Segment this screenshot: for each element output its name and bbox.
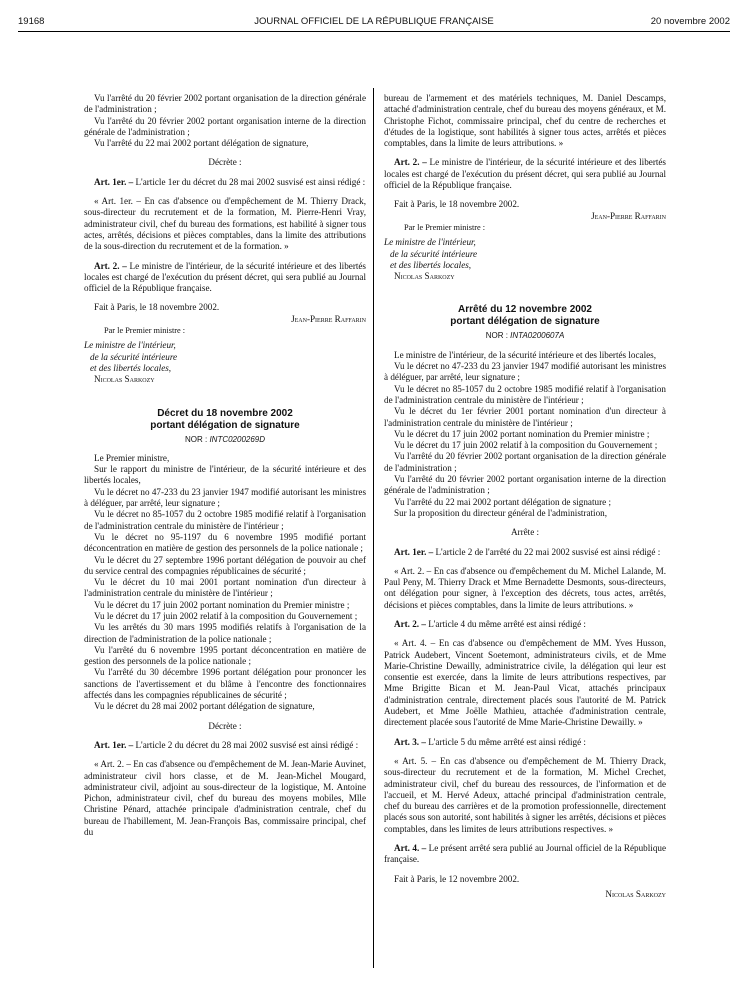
vu-paragraph: Vu l'arrêté du 6 novembre 1995 portant déconcentration en matière de gestion des personnels de la police nationale ; [84, 644, 366, 667]
vu-paragraph: Vu les arrêtés du 30 mars 1995 modifiés relatifs à l'organisation de la direction de l'administration de la police nationale ; [84, 622, 366, 644]
nor-reference: NOR : INTC0200269D [184, 434, 266, 444]
article-quote: « Art. 1er. – En cas d'absence ou d'empêchement de M. Thierry Drack, sous-directeur du recrutement et de la formation, M. Pierre-Henri Vray, administrateur civil, chef du bureau des formations, est habilité à signer tous actes, arrêtés, décisions et pièces comptables, dans la limite des attributions de la sous-direction du recrutement et de la formation. » [84, 196, 366, 252]
vu-paragraph: Vu le décret du 10 mai 2001 portant nomination d'un directeur à l'administration centrale du ministère de l'intérieur ; [84, 577, 366, 599]
vu-paragraph: Vu le décret no 85-1057 du 2 octobre 1985 modifié relatif à l'organisation de l'administration centrale du ministère de l'intérieur ; [84, 509, 366, 531]
decrete-heading: Décrète : [208, 157, 242, 168]
article-paragraph: Art. 2. – Le ministre de l'intérieur, de la sécurité intérieure et des libertés locales est chargé de l'exécution du présent décret, qui sera publié au Journal officiel de la République française. [84, 260, 366, 294]
article-paragraph: Art. 1er. – L'article 2 du décret du 28 mai 2002 susvisé est ainsi rédigé : [94, 739, 359, 750]
arrete-title: portant délégation de signature [450, 316, 600, 328]
journal-title: JOURNAL OFFICIEL DE LA RÉPUBLIQUE FRANÇAISE [254, 16, 494, 27]
article-label: Art. 2. – [394, 157, 427, 168]
vu-paragraph: Sur la proposition du directeur général de l'administration, [394, 507, 607, 518]
right-column [384, 93, 666, 900]
minister-title-line: et des libertés locales, [90, 362, 172, 373]
preamble-line: Sur le rapport du ministre de l'intérieur, de la sécurité intérieure et des libertés locales, [84, 464, 366, 486]
par-line: Par le Premier ministre : [404, 222, 486, 232]
decree-title: portant délégation de signature [150, 419, 300, 431]
article-paragraph: Art. 1er. – L'article 2 de l'arrêté du 22 mai 2002 susvisé est ainsi rédigé : [394, 546, 661, 557]
article-paragraph: Art. 3. – L'article 5 du même arrêté est ainsi rédigé : [394, 736, 586, 747]
vu-paragraph: Vu l'arrêté du 20 février 2002 portant organisation de la direction générale de l'administration ; [84, 93, 366, 115]
vu-paragraph: Vu le décret du 17 juin 2002 relatif à la composition du Gouvernement ; [394, 440, 658, 451]
vu-paragraph: Vu l'arrêté du 22 mai 2002 portant délégation de signature ; [394, 496, 611, 507]
article-label: Art. 2. – [94, 260, 127, 271]
minister-title-line: Le ministre de l'intérieur, [384, 237, 476, 248]
arrete-title: Arrêté du 12 novembre 2002 [458, 304, 592, 316]
vu-paragraph: Vu l'arrêté du 20 février 2002 portant organisation interne de la direction générale de l'administration ; [384, 474, 666, 496]
page-number: 19168 [18, 16, 45, 27]
article-label: Art. 3. – [394, 736, 426, 747]
preamble-line: Le ministre de l'intérieur, de la sécurité intérieure et des libertés locales, [394, 349, 656, 360]
vu-paragraph: Vu le décret no 85-1057 du 2 octobre 1985 modifié relatif à l'organisation de l'administration centrale du ministère de l'intérieur ; [384, 383, 666, 405]
vu-paragraph: Vu le décret du 17 juin 2002 portant nomination du Premier ministre ; [94, 599, 350, 610]
decrete-heading: Décrète : [208, 720, 242, 731]
decree-title: Décret du 18 novembre 2002 [157, 407, 293, 419]
column-divider [373, 88, 374, 968]
article-paragraph: Art. 2. – L'article 4 du même arrêté est ainsi rédigé : [394, 618, 586, 629]
vu-paragraph: Vu l'arrêté du 20 février 2002 portant organisation de la direction générale de l'administration ; [384, 451, 666, 473]
article-label: Art. 1er. – [394, 546, 434, 557]
article-label: Art. 4. – [394, 843, 427, 854]
nor-reference: NOR : INTA0200607A [485, 331, 565, 341]
vu-paragraph: Vu le décret no 95-1197 du 6 novembre 1995 modifié portant déconcentration en matière de gestion des personnels de la police nationale ; [84, 531, 366, 554]
article-paragraph: Art. 4. – Le présent arrêté sera publié au Journal officiel de la République française. [384, 843, 666, 865]
article-label: Art. 1er. – [94, 739, 134, 750]
minister-title-line: Le ministre de l'intérieur, [84, 340, 176, 351]
fait-line: Fait à Paris, le 18 novembre 2002. [94, 302, 220, 313]
vu-paragraph: Vu le décret du 28 mai 2002 portant délégation de signature, [94, 701, 315, 712]
par-line: Par le Premier ministre : [104, 326, 186, 336]
article-paragraph: Art. 1er. – L'article 1er du décret du 28 mai 2002 susvisé est ainsi rédigé : [94, 176, 366, 187]
fait-line: Fait à Paris, le 12 novembre 2002. [394, 873, 520, 884]
arrete-heading: Arrête : [510, 527, 540, 538]
minister-title-line: de la sécurité intérieure [90, 351, 178, 362]
header-rule [18, 31, 730, 32]
minister-title-line: de la sécurité intérieure [390, 248, 478, 259]
vu-paragraph: Vu le décret du 17 juin 2002 portant nomination du Premier ministre ; [394, 428, 650, 439]
fait-line: Fait à Paris, le 18 novembre 2002. [394, 199, 520, 210]
vu-paragraph: Vu le décret du 17 juin 2002 relatif à la composition du Gouvernement ; [94, 610, 358, 621]
preamble-line: Le Premier ministre, [94, 452, 170, 463]
signatory-name: Jean-Pierre Raffarin [291, 313, 366, 324]
vu-paragraph: Vu l'arrêté du 22 mai 2002 portant délégation de signature, [94, 138, 309, 149]
vu-paragraph: Vu l'arrêté du 30 décembre 1996 portant délégation pour prononcer les sanctions de l'avertissement et du blâme à l'encontre des fonctionnaires affectés dans les compagnies républicaines de sécurité ; [84, 667, 366, 701]
vu-paragraph: Vu le décret no 47-233 du 23 janvier 1947 modifié autorisant les ministres à déléguer, par arrêté, leur signature ; [384, 361, 666, 383]
minister-title-line: et des libertés locales, [390, 259, 472, 270]
minister-name: Nicolas Sarkozy [94, 374, 155, 385]
vu-paragraph: Vu l'arrêté du 20 février 2002 portant organisation interne de la direction générale de l'administration ; [84, 115, 366, 137]
vu-paragraph: Vu le décret du 1er février 2001 portant nomination d'un directeur à l'administration centrale du ministère de l'intérieur ; [384, 406, 666, 428]
publication-date: 20 novembre 2002 [650, 16, 730, 27]
signatory-name: Nicolas Sarkozy [605, 888, 666, 899]
article-quote: « Art. 5. – En cas d'absence ou d'empêchement de M. Thierry Drack, sous-directeur du recrutement et de la formation, M. Michel Crechet, administrateur civil, chef du bureau des ressources, de l'information et de l'accueil, et M. Hervé Adeux, attaché principal d'administration centrale, chef du bureau des carrières et de la promotion professionnelle, directement placés sous son autorité, sont habilités à signer les arrêtés, décisions et pièces comptables, dans les limites de leurs attributions respectives. » [384, 755, 666, 834]
minister-name: Nicolas Sarkozy [394, 271, 455, 282]
article-paragraph: Art. 2. – Le ministre de l'intérieur, de la sécurité intérieure et des libertés locales est chargé de l'exécution du présent décret, qui sera publié au Journal officiel de la République française. [384, 157, 666, 191]
left-column [84, 93, 366, 838]
article-quote: « Art. 2. – En cas d'absence ou d'empêchement de M. Jean-Marie Auvinet, administrateur civil hors classe, et de M. Jean-Michel Mougard, administrateur civil, adjoint au sous-directeur de la logistique, M. Antoine Pichon, administrateur civil, chef du bureau des moyens mobiles, Mlle Christine Pénard, attachée principale d'administration centrale, chef du bureau de l'habillement, M. Jean-François Bas, commissaire principal, chef du [84, 759, 366, 838]
article-quote: « Art. 4. – En cas d'absence ou d'empêchement de MM. Yves Husson, Patrick Audebert, Vincent Soetemont, administrateurs civils, et de Mme Marie-Christine Dewailly, administratrice civile, la délégation qui leur est consentie est exercée, dans la limite de leurs attributions respectives, par Mme Brigitte Bican et M. Jean-Paul Vicat, attachés principaux d'administration centrale, directement placés sous l'autorité de M. Patrick Audebert, et Mme Joëlle Mathieu, attachée d'administration centrale, directement placée sous l'autorité de Mme Marie-Christine Dewailly. » [384, 638, 666, 728]
vu-paragraph: Vu le décret du 27 septembre 1996 portant délégation de pouvoir au chef du service central des compagnies républicaines de sécurité ; [84, 554, 366, 576]
page-header [18, 14, 730, 30]
signatory-name: Jean-Pierre Raffarin [591, 210, 666, 221]
continued-paragraph: bureau de l'armement et des matériels techniques, M. Daniel Descamps, attaché d'administration centrale, chef du bureau des moyens généraux, et M. Christophe Fichot, commissaire principal, chef du centre de recherches et d'études de la logistique, sont habilités à signer tous actes, arrêtés et pièces comptables, dans la limite de leurs attributions. » [384, 93, 666, 149]
article-quote: « Art. 2. – En cas d'absence ou d'empêchement du M. Michel Lalande, M. Paul Peny, M. Thierry Drack et Mme Bernadette Desmonts, sous-directeurs, ont délégation pour signer, à l'exception des décrets, tous actes, arrêtés, décisions et pièces comptables, dans la limite de leurs attributions. » [384, 565, 666, 610]
article-label: Art. 2. – [394, 618, 426, 629]
article-label: Art. 1er. – [94, 176, 134, 187]
vu-paragraph: Vu le décret no 47-233 du 23 janvier 1947 modifié autorisant les ministres à déléguer, par arrêté, leur signature ; [84, 486, 366, 509]
